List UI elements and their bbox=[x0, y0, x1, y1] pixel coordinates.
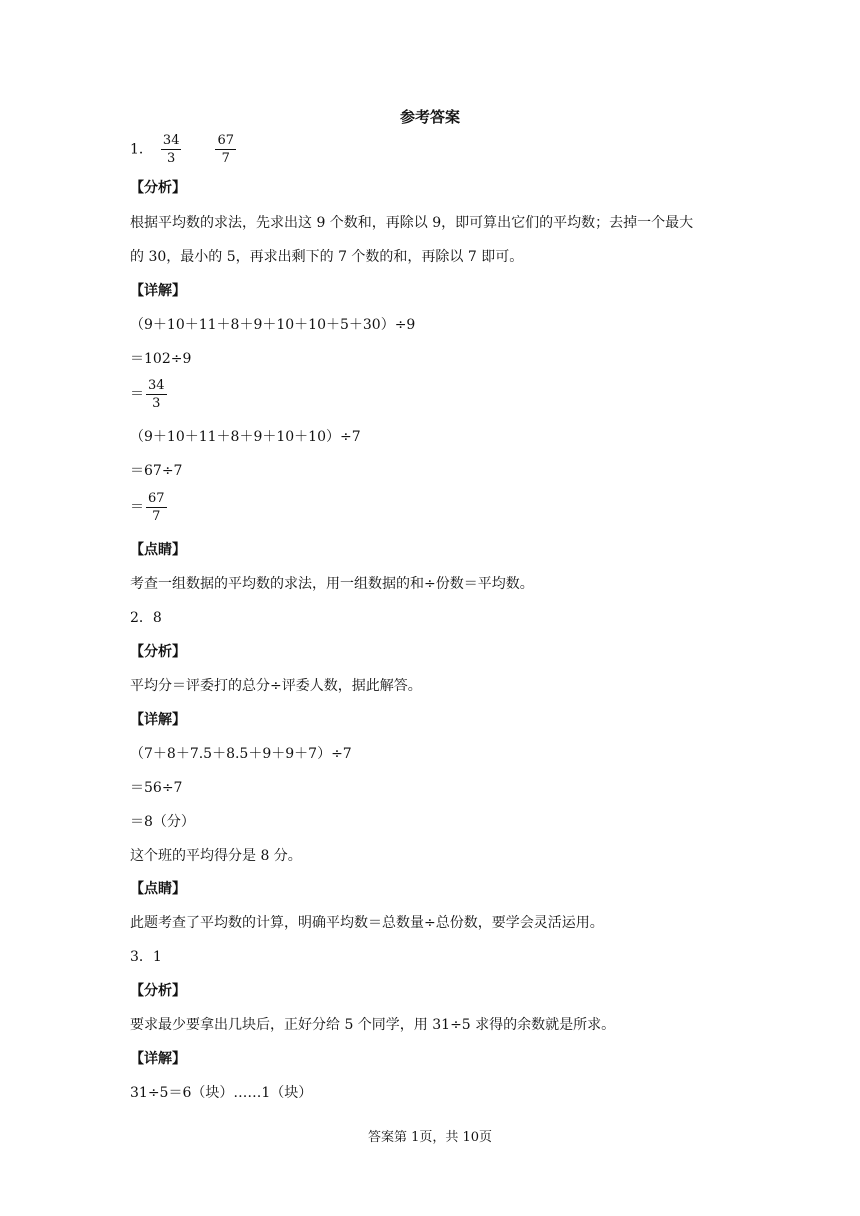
q2-analysis-heading: 【分析】 bbox=[130, 644, 186, 660]
fraction-numerator: 34 bbox=[148, 378, 165, 393]
q1-answer1-fraction bbox=[161, 132, 182, 167]
q1-answer-line bbox=[130, 132, 236, 170]
q2-tip-heading: 【点睛】 bbox=[130, 881, 186, 897]
q1-detail-heading: 【详解】 bbox=[130, 283, 186, 299]
q2-conclusion: 这个班的平均得分是 8 分。 bbox=[130, 848, 302, 864]
fraction-denominator: 7 bbox=[152, 509, 161, 524]
fraction-numerator: 34 bbox=[162, 133, 180, 148]
q1-tip-heading: 【点睛】 bbox=[130, 542, 186, 558]
q1-step6-fraction bbox=[146, 490, 167, 525]
q1-number: 1． bbox=[130, 141, 153, 158]
q3-analysis: 要求最少要拿出几块后，正好分给 5 个同学，用 31÷5 求得的余数就是所求。 bbox=[130, 1017, 616, 1033]
q3-analysis-heading: 【分析】 bbox=[130, 983, 186, 999]
fraction-numerator: 67 bbox=[217, 133, 235, 148]
q2-step1: （7＋8＋7.5＋8.5＋9＋9＋7）÷7 bbox=[130, 746, 352, 762]
q1-step6 bbox=[130, 490, 167, 528]
q1-step3 bbox=[130, 377, 167, 415]
fraction-denominator: 3 bbox=[167, 151, 176, 166]
q3-step1: 31÷5＝6（块）……1（块） bbox=[130, 1085, 313, 1101]
q1-analysis-heading: 【分析】 bbox=[130, 180, 186, 196]
q1-analysis-line2: 的 30，最小的 5，再求出剩下的 7 个数的和，再除以 7 即可。 bbox=[130, 249, 524, 265]
fraction-numerator: 67 bbox=[148, 491, 165, 506]
q1-step4: （9＋10＋11＋8＋9＋10＋10）÷7 bbox=[130, 429, 361, 445]
q1-step3-fraction bbox=[146, 377, 167, 412]
q2-detail-heading: 【详解】 bbox=[130, 712, 186, 728]
q2-answer-line: 2．8 bbox=[130, 610, 162, 626]
q3-detail-heading: 【详解】 bbox=[130, 1051, 186, 1067]
equals-sign: ＝ bbox=[130, 386, 144, 403]
q1-tip: 考查一组数据的平均数的求法，用一组数据的和÷份数＝平均数。 bbox=[130, 576, 534, 592]
page-footer: 答案第 1页，共 10页 bbox=[367, 1130, 493, 1145]
q2-tip: 此题考查了平均数的计算，明确平均数＝总数量÷总份数，要学会灵活运用。 bbox=[130, 915, 604, 931]
page-title: 参考答案 bbox=[399, 108, 460, 126]
equals-sign: ＝ bbox=[130, 499, 144, 516]
q2-analysis: 平均分＝评委打的总分÷评委人数，据此解答。 bbox=[130, 678, 422, 694]
q3-answer-line: 3．1 bbox=[130, 949, 162, 965]
fraction-denominator: 7 bbox=[221, 151, 230, 166]
fraction-denominator: 3 bbox=[152, 396, 161, 411]
q1-step5: ＝67÷7 bbox=[130, 463, 183, 479]
q2-step2: ＝56÷7 bbox=[130, 780, 183, 796]
q1-step1: （9＋10＋11＋8＋9＋10＋10＋5＋30）÷9 bbox=[130, 317, 416, 333]
q1-analysis-line1: 根据平均数的求法，先求出这 9 个数和，再除以 9，即可算出它们的平均数；去掉一个最大 bbox=[130, 215, 694, 231]
q1-step2: ＝102÷9 bbox=[130, 351, 192, 367]
q2-step3: ＝8（分） bbox=[130, 814, 195, 830]
q1-answer2-fraction bbox=[215, 132, 236, 167]
